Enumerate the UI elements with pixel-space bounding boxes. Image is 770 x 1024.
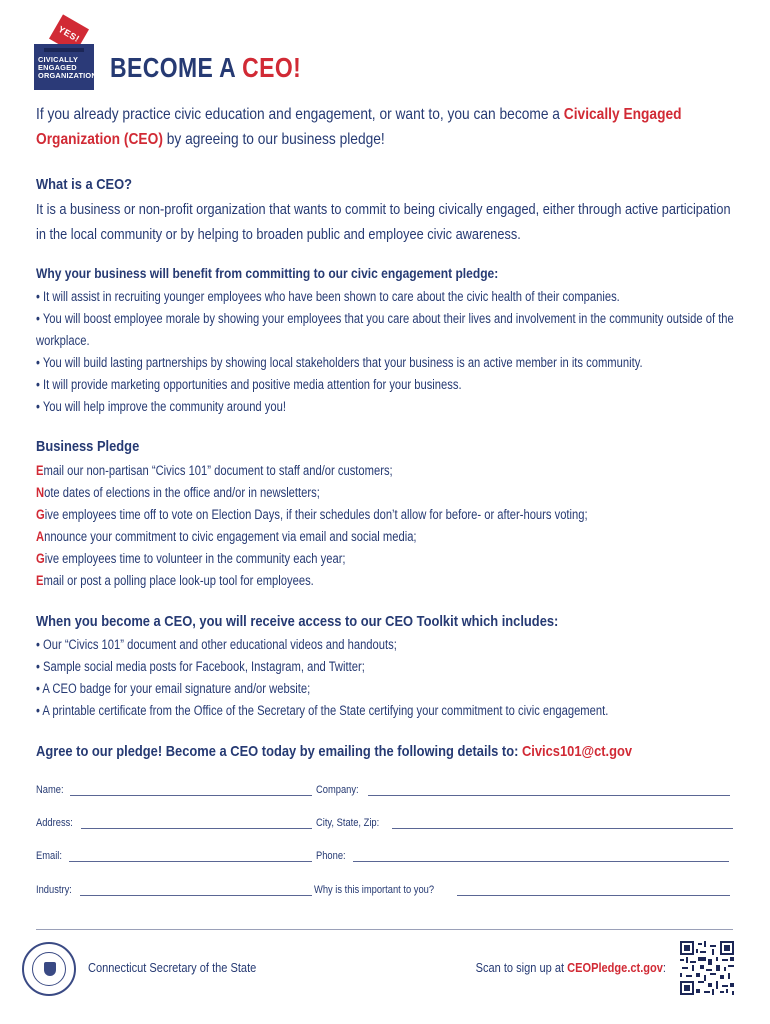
list-item: Note dates of elections in the office and/or in newsletters; (36, 485, 320, 500)
footer-scan-text: Scan to sign up at CEOPledge.ct.gov: (475, 960, 666, 975)
list-item: • You will boost employee morale by showing your employees that you care about their lives and involvement in the community outside of the workplace. (36, 311, 734, 348)
form-row-email (36, 848, 736, 864)
list-item: Email our non-partisan “Civics 101” document to staff and/or customers; (36, 463, 393, 478)
list-item: • Sample social media posts for Facebook, Instagram, and Twitter; (36, 659, 365, 674)
page-title: BECOME A CEO! (110, 52, 302, 83)
form-row-name (36, 782, 736, 798)
footer-organization: Connecticut Secretary of the State (88, 960, 257, 975)
list-item: Announce your commitment to civic engagement via email and social media; (36, 529, 417, 544)
state-seal-icon (22, 942, 76, 996)
intro-paragraph: If you already practice civic education and engagement, or want to, you can become a Civically Engaged Organization (CEO) by agreeing to our business pledge! (36, 106, 682, 148)
list-item: Give employees time to volunteer in the community each year; (36, 551, 346, 566)
list-item: • Our “Civics 101” document and other educational videos and handouts; (36, 637, 397, 652)
email-link[interactable]: Civics101@ct.gov (521, 743, 633, 760)
list-item: • A CEO badge for your email signature and/or website; (36, 681, 311, 696)
pledge-list (36, 460, 742, 592)
logo-text: CIVICALLY ENGAGED ORGANIZATION (38, 55, 97, 80)
list-item: • A printable certificate from the Office of the Secretary of the State certifying your commitment to civic engagement. (36, 703, 609, 718)
ballot-yes: YES! (49, 14, 89, 53)
divider (36, 929, 733, 930)
qr-code-icon[interactable] (680, 941, 734, 995)
agree-line: Agree to our pledge! Become a CEO today by emailing the following details to: Civics101@ct.gov (36, 743, 633, 760)
toolkit-list (36, 634, 742, 722)
pledge-heading: Business Pledge (36, 438, 140, 455)
list-item: Email or post a polling place look-up tool for employees. (36, 573, 314, 588)
company-field[interactable]: Company: (316, 782, 730, 796)
list-item: • You will help improve the community around you! (36, 399, 286, 414)
industry-field[interactable]: Industry: (36, 882, 312, 896)
list-item: • You will build lasting partnerships by showing local stakeholders that your business is an active member in its community. (36, 355, 643, 370)
city-state-zip-field[interactable]: City, State, Zip: (316, 815, 733, 829)
pledge-url-link[interactable]: CEOPledge.ct.gov (567, 960, 663, 975)
why-heading: Why your business will benefit from committing to our civic engagement pledge: (36, 265, 499, 281)
phone-field[interactable]: Phone: (316, 848, 729, 862)
address-field[interactable]: Address: (36, 815, 312, 829)
why-list (36, 286, 742, 418)
why-important-field[interactable]: Why is this important to you? (314, 882, 730, 896)
what-heading: What is a CEO? (36, 176, 133, 193)
list-item: • It will provide marketing opportunities and positive media attention for your business. (36, 377, 462, 392)
list-item: Give employees time off to vote on Election Days, if their schedules don’t allow for before- or after-hours voting; (36, 507, 588, 522)
what-body: It is a business or non-profit organization that wants to commit to being civically engaged, either through active participation in the local community or by helping to broaden public and employee civic awareness. (36, 201, 731, 243)
email-field[interactable]: Email: (36, 848, 312, 862)
form-row-address (36, 815, 736, 831)
name-field[interactable]: Name: (36, 782, 312, 796)
toolkit-heading: When you become a CEO, you will receive access to our CEO Toolkit which includes: (36, 613, 559, 630)
ceo-logo (34, 18, 96, 90)
list-item: • It will assist in recruiting younger employees who have been shown to care about the civic health of their companies. (36, 289, 620, 304)
form-row-industry (36, 882, 736, 898)
